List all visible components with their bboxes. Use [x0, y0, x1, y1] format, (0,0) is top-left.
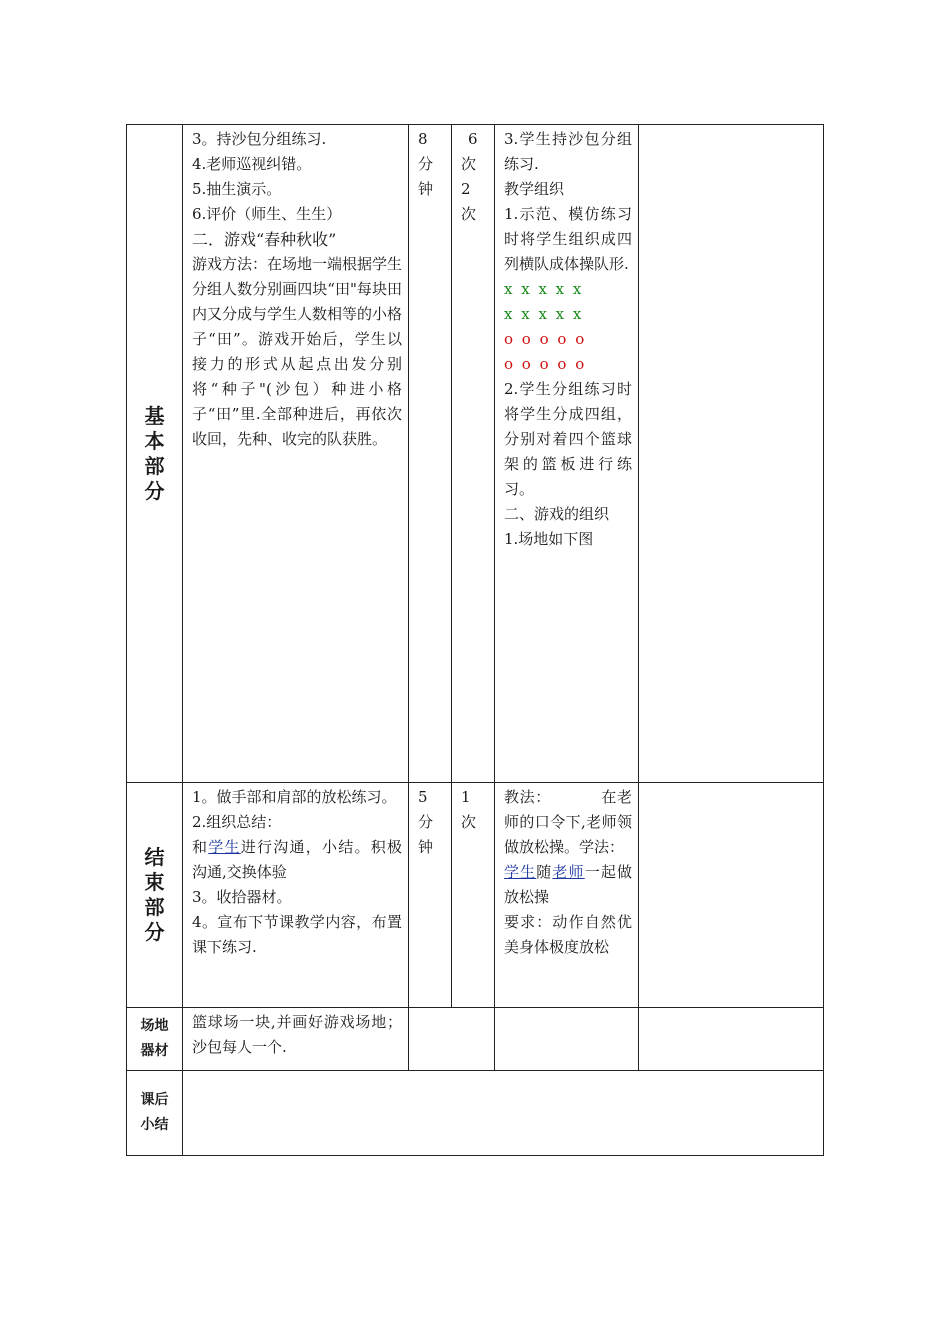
- basic-part-row: [127, 125, 824, 783]
- time-unit: 分: [418, 155, 434, 173]
- label-char: 部: [144, 895, 165, 919]
- content-line: [504, 860, 632, 910]
- time-unit: 钟: [418, 180, 434, 198]
- content-line: 3。持沙包分组练习.: [192, 130, 327, 148]
- ending-time-cell: [409, 783, 452, 1008]
- org-line: 1.场地如下图: [504, 530, 594, 548]
- venue-empty-cell: [409, 1008, 495, 1071]
- basic-count-cell: [452, 125, 495, 783]
- label-char: 分: [144, 920, 165, 944]
- summary-row: [127, 1071, 824, 1156]
- method-label: 教法：: [504, 788, 551, 806]
- ending-notes-cell: [639, 783, 824, 1008]
- org-line: 教学组织: [504, 180, 565, 198]
- content-line: [192, 835, 402, 885]
- content-line: 5.抽生演示。: [192, 180, 282, 198]
- method-text: 在老师的口令下,老师领做放松操。学法：: [504, 788, 632, 856]
- venue-empty-cell: [495, 1008, 639, 1071]
- content-text: 随: [536, 863, 553, 881]
- basic-organization-cell: [495, 125, 639, 783]
- label-line: 场地: [140, 1018, 169, 1034]
- label-line: 小结: [140, 1117, 169, 1133]
- ending-part-label: [127, 783, 183, 1008]
- formation-row-x: x x x x x: [504, 305, 584, 323]
- basic-time-cell: [409, 125, 452, 783]
- content-line: 1。做手部和肩部的放松练习。: [192, 788, 397, 806]
- label-char: 基: [144, 403, 165, 428]
- ending-method-cell: [495, 783, 639, 1008]
- venue-text: 篮球场一块,并画好游戏场地；沙包每人一个.: [192, 1013, 402, 1056]
- formation-row-o: o o o o o: [504, 330, 587, 348]
- basic-content-cell: [183, 125, 409, 783]
- count-unit: 次: [461, 813, 477, 831]
- label-char: 结: [144, 845, 165, 869]
- teacher-link[interactable]: 老师: [552, 863, 585, 881]
- time-value: 8: [418, 130, 428, 148]
- time-unit: 分: [418, 813, 434, 831]
- content-line: 2.组织总结：: [192, 813, 282, 831]
- count-value: 1: [461, 788, 471, 806]
- content-line: 3。收拾器材。: [192, 888, 292, 906]
- count-value: 2: [461, 180, 471, 198]
- time-value: 5: [418, 788, 428, 806]
- ending-content-cell: [183, 783, 409, 1008]
- requirement-text: 要求：动作自然优美身体极度放松: [504, 913, 632, 956]
- content-line: 4.老师巡视纠错。: [192, 155, 312, 173]
- count-unit: 次: [461, 205, 477, 223]
- label-char: 束: [144, 870, 165, 894]
- venue-content-cell: [183, 1008, 409, 1071]
- content-text: 一起做放松操: [504, 863, 632, 906]
- org-line: 3.学生持沙包分组练习.: [504, 130, 632, 173]
- label-char: 部: [144, 453, 165, 478]
- basic-part-label: [127, 125, 183, 783]
- formation-row-x: x x x x x: [504, 280, 584, 298]
- basic-notes-cell: [639, 125, 824, 783]
- lesson-plan-table: [126, 124, 824, 1156]
- ending-part-row: [127, 783, 824, 1008]
- summary-content-cell[interactable]: [183, 1071, 824, 1156]
- venue-label: [127, 1008, 183, 1071]
- venue-row: [127, 1008, 824, 1071]
- game-method: 游戏方法：在场地一端根据学生分组人数分别画四块“田"每块田内又分成与学生人数相等的小格子“田”。游戏开始后，学生以接力的形式从起点出发分别将“种子"(沙包）种进小格子“田”里.全部种进后，再依次收回，先种、收完的队获胜。: [192, 255, 403, 448]
- label-line: 课后: [140, 1092, 169, 1108]
- content-line: 4。宣布下节课教学内容，布置课下练习.: [192, 913, 402, 956]
- time-unit: 钟: [418, 838, 434, 856]
- ending-count-cell: [452, 783, 495, 1008]
- summary-label: [127, 1071, 183, 1156]
- org-line: 1.示范、模仿练习时将学生组织成四列横队成体操队形.: [504, 205, 632, 273]
- game-title: 二．游戏“春种秋收”: [192, 230, 337, 249]
- count-unit: 次: [461, 155, 477, 173]
- count-value: 6: [468, 130, 478, 148]
- student-link[interactable]: 学生: [208, 838, 241, 856]
- label-char: 本: [144, 428, 165, 453]
- org-line: 2.学生分组练习时将学生分成四组，分别对着四个篮球架的篮板进行练习。: [504, 380, 632, 498]
- label-line: 器材: [140, 1043, 169, 1059]
- venue-empty-cell: [639, 1008, 824, 1071]
- org-line: 二、游戏的组织: [504, 505, 610, 523]
- student-link[interactable]: 学生: [504, 863, 537, 881]
- label-char: 分: [144, 478, 165, 503]
- formation-row-o: o o o o o: [504, 355, 587, 373]
- content-line: 6.评价（师生、生生）: [192, 205, 342, 223]
- content-text: 和: [192, 838, 209, 856]
- content-text: 进行沟通，小结。积极沟通,交换体验: [192, 838, 402, 881]
